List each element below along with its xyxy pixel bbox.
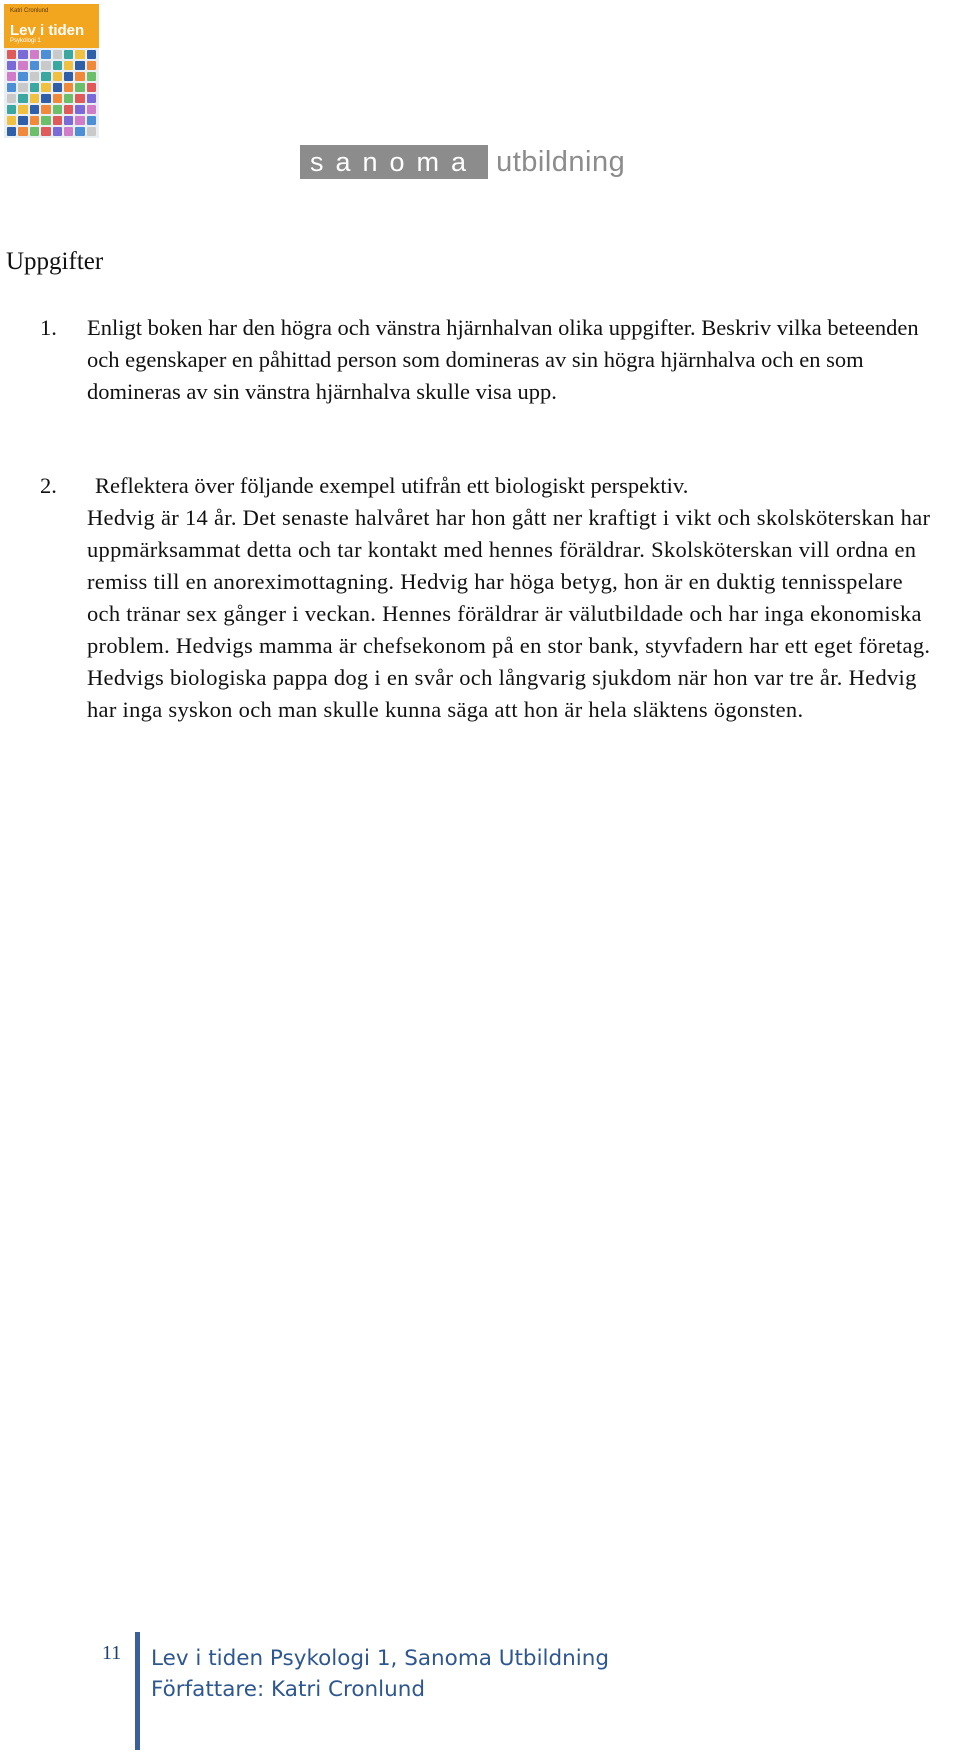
- cover-portrait-tile: [41, 116, 50, 125]
- cover-portrait-tile: [7, 116, 16, 125]
- cover-portrait-tile: [41, 94, 50, 103]
- cover-portrait-tile: [75, 127, 84, 136]
- task-text: Hedvig är 14 år. Det senaste halvåret har hon gått ner kraftigt i vikt och skolsköterskan har uppmärksammat detta och tar kontakt med hennes föräldrar. Skolsköterskan vill ordna en remiss till en anoreximottagning. Hedvig har höga betyg, hon är en duktig tennisspelare och tränar sex gånger i veckan. Hennes föräldrar är välutbildade och har inga ekonomiska problem. Hedvigs mamma är chefsekonom på en stor bank, styvfadern har ett eget företag. Hedvigs biologiska pappa dog i en svår och långvarig sjukdom när hon var tre år. Hedvig har inga syskon och man skulle kunna säga att hon är hela släktens ögonsten.: [87, 505, 931, 722]
- cover-portrait-tile: [75, 61, 84, 70]
- cover-portrait-tile: [7, 72, 16, 81]
- cover-portrait-tile: [87, 127, 96, 136]
- cover-portrait-tile: [53, 72, 62, 81]
- cover-portrait-tile: [18, 127, 27, 136]
- cover-portrait-tile: [7, 50, 16, 59]
- footer-author-info: Författare: Katri Cronlund: [151, 1677, 426, 1702]
- cover-portrait-tile: [53, 94, 62, 103]
- cover-portrait-tile: [18, 61, 27, 70]
- cover-portrait-tile: [18, 83, 27, 92]
- cover-portrait-tile: [18, 116, 27, 125]
- cover-portrait-tile: [18, 105, 27, 114]
- cover-portrait-tile: [87, 61, 96, 70]
- cover-portrait-tile: [41, 50, 50, 59]
- cover-portrait-tile: [64, 50, 73, 59]
- task-item-1: [40, 312, 940, 408]
- footer-divider: [135, 1632, 140, 1750]
- cover-subtitle: Psykologi 1: [10, 38, 41, 44]
- task-number: 2.: [40, 473, 57, 498]
- cover-portrait-tile: [7, 83, 16, 92]
- logo-box-text: sanoma: [300, 145, 488, 179]
- footer-book-info: Lev i tiden Psykologi 1, Sanoma Utbildning: [151, 1646, 610, 1671]
- cover-portrait-tile: [87, 83, 96, 92]
- cover-portrait-tile: [41, 105, 50, 114]
- task-number: 1.: [40, 315, 57, 340]
- cover-portrait-tile: [30, 94, 39, 103]
- cover-portrait-tile: [53, 127, 62, 136]
- cover-portrait-tile: [53, 83, 62, 92]
- cover-portrait-grid: [7, 50, 96, 136]
- cover-portrait-tile: [7, 127, 16, 136]
- cover-portrait-tile: [30, 127, 39, 136]
- cover-portrait-tile: [64, 61, 73, 70]
- cover-portrait-tile: [53, 61, 62, 70]
- cover-portrait-tile: [87, 72, 96, 81]
- cover-author: Katri Cronlund: [10, 8, 49, 14]
- task-lead: Reflektera över följande exempel utifrån ett biologiskt perspektiv.: [95, 473, 689, 498]
- cover-portrait-tile: [30, 83, 39, 92]
- cover-portrait-tile: [18, 94, 27, 103]
- cover-portrait-tile: [64, 72, 73, 81]
- cover-portrait-tile: [64, 94, 73, 103]
- cover-portrait-tile: [53, 105, 62, 114]
- publisher-logo: [300, 145, 625, 179]
- cover-portrait-tile: [53, 116, 62, 125]
- cover-portrait-tile: [41, 127, 50, 136]
- cover-portrait-tile: [75, 83, 84, 92]
- cover-portrait-tile: [41, 72, 50, 81]
- cover-portrait-tile: [75, 94, 84, 103]
- footer-credits: [151, 1643, 609, 1705]
- logo-tail-text: utbildning: [496, 145, 626, 178]
- cover-portrait-tile: [75, 72, 84, 81]
- cover-title: Lev i tiden: [10, 22, 85, 39]
- cover-portrait-tile: [7, 105, 16, 114]
- cover-portrait-tile: [64, 127, 73, 136]
- cover-portrait-tile: [30, 72, 39, 81]
- cover-portrait-tile: [30, 105, 39, 114]
- cover-portrait-tile: [18, 72, 27, 81]
- cover-portrait-tile: [30, 116, 39, 125]
- cover-portrait-tile: [64, 116, 73, 125]
- cover-portrait-tile: [87, 94, 96, 103]
- cover-portrait-tile: [53, 50, 62, 59]
- cover-portrait-tile: [75, 50, 84, 59]
- task-item-2: [40, 470, 940, 726]
- cover-portrait-tile: [64, 105, 73, 114]
- page-heading: Uppgifter: [6, 248, 104, 275]
- cover-portrait-tile: [75, 116, 84, 125]
- cover-portrait-tile: [30, 61, 39, 70]
- cover-portrait-tile: [30, 50, 39, 59]
- cover-portrait-tile: [75, 105, 84, 114]
- task-text: Enligt boken har den högra och vänstra hjärnhalvan olika uppgifter. Beskriv vilka beteenden och egenskaper en påhittad person som domineras av sin högra hjärnhalva och en som domineras av sin vänstra hjärnhalva skulle visa upp.: [87, 315, 919, 404]
- cover-portrait-tile: [87, 116, 96, 125]
- cover-portrait-tile: [41, 61, 50, 70]
- cover-portrait-tile: [7, 94, 16, 103]
- cover-portrait-tile: [18, 50, 27, 59]
- cover-portrait-tile: [87, 50, 96, 59]
- cover-portrait-tile: [64, 83, 73, 92]
- cover-portrait-tile: [7, 61, 16, 70]
- page-number: 11: [102, 1642, 122, 1664]
- book-cover-image: [4, 4, 99, 138]
- cover-portrait-tile: [87, 105, 96, 114]
- cover-portrait-tile: [41, 83, 50, 92]
